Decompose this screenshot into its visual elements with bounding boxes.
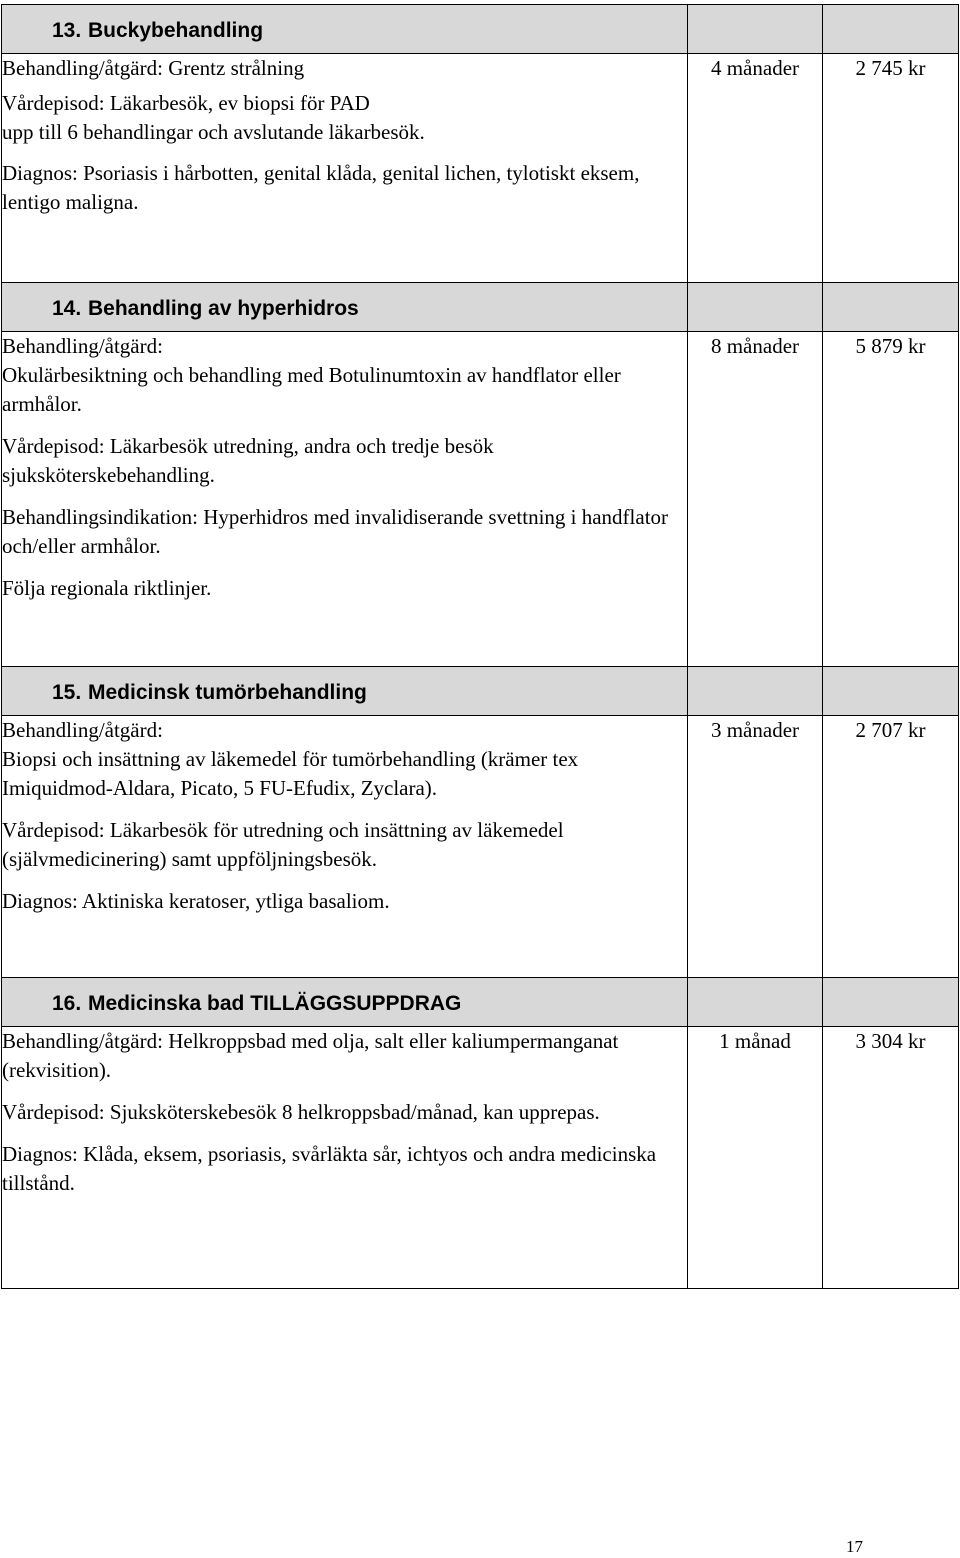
description-line-part: Vårdepisod: Läkarbesök, ev biopsi för PAD upp till 6 behandlingar och avslutande läkarbesök. (2, 91, 425, 144)
section-number: 14. (52, 297, 82, 320)
section-header-spacer (823, 5, 959, 54)
description-line-part: Behandling/åtgärd: Biopsi och insättning av läkemedel för tumörbehandling (krämer tex Imiquidmod-Aldara, Picato, 5 FU-Efudix, Zyclara). (2, 718, 579, 800)
price-cell: 2 707 kr (823, 716, 959, 978)
section-title-cell (2, 5, 688, 54)
section-title-cell (2, 283, 688, 332)
description-line (2, 89, 687, 147)
section-header-spacer (688, 667, 823, 716)
price-cell: 3 304 kr (823, 1027, 959, 1289)
section-number: 13. (52, 19, 82, 42)
price-cell: 5 879 kr (823, 332, 959, 667)
section-description (2, 54, 688, 283)
duration-cell: 4 månader (688, 54, 823, 283)
section-body-row (2, 54, 959, 283)
description-line: Vårdepisod: Sjuksköterskebesök 8 helkroppsbad/månad, kan upprepas. (2, 1100, 600, 1124)
treatment-table (1, 4, 959, 1289)
description-line: Behandling/åtgärd: Helkroppsbad med olja, salt eller kaliumpermanganat (rekvisition). (2, 1029, 619, 1082)
section-body-row (2, 1027, 959, 1289)
description-line: Följa regionala riktlinjer. (2, 576, 212, 600)
section-header-spacer (688, 978, 823, 1027)
section-title-cell (2, 978, 688, 1027)
section-header-row (2, 978, 959, 1027)
section-description (2, 716, 688, 978)
section-body-row (2, 332, 959, 667)
section-header-spacer (688, 5, 823, 54)
section-title-text: Behandling av hyperhidros (88, 297, 359, 320)
section-header-spacer (823, 283, 959, 332)
section-number: 15. (52, 681, 82, 704)
description-line: Behandlingsindikation: Hyperhidros med invalidiserande svettning i handflator och/eller armhålor. (2, 505, 669, 558)
section-title (2, 283, 687, 321)
section-header-spacer (823, 667, 959, 716)
section-description (2, 1027, 688, 1289)
duration-cell: 8 månader (688, 332, 823, 667)
description-line: Vårdepisod: Läkarbesök för utredning och insättning av läkemedel (självmedicinering) samt uppföljningsbesök. (2, 818, 564, 871)
duration-cell: 3 månader (688, 716, 823, 978)
price-cell: 2 745 kr (823, 54, 959, 283)
page-number: 17 (846, 1537, 863, 1556)
description-line: Behandling/åtgärd: Grentz strålning (2, 56, 305, 80)
section-title (2, 978, 687, 1016)
description-line-part: Behandling/åtgärd: Okulärbesiktning och behandling med Botulinumtoxin av handflator eller armhålor. (2, 334, 621, 416)
description-line: Diagnos: Aktiniska keratoser, ytliga basaliom. (2, 889, 390, 913)
section-title-text: Buckybehandling (88, 19, 264, 42)
section-header-row (2, 5, 959, 54)
description-line (2, 332, 687, 419)
section-number: 16. (52, 992, 82, 1015)
section-header-row (2, 667, 959, 716)
section-body-row (2, 716, 959, 978)
section-title-text: Medicinsk tumörbehandling (88, 681, 367, 704)
section-header-spacer (823, 978, 959, 1027)
description-line: Diagnos: Psoriasis i hårbotten, genital klåda, genital lichen, tylotiskt eksem, lentigo maligna. (2, 161, 640, 214)
section-title (2, 5, 687, 43)
section-description (2, 332, 688, 667)
section-header-spacer (688, 283, 823, 332)
section-header-row (2, 283, 959, 332)
section-title (2, 667, 687, 705)
section-title-cell (2, 667, 688, 716)
description-line: Diagnos: Klåda, eksem, psoriasis, svårläkta sår, ichtyos och andra medicinska tillstånd. (2, 1142, 657, 1195)
description-line (2, 716, 687, 803)
duration-cell: 1 månad (688, 1027, 823, 1289)
section-title-text: Medicinska bad TILLÄGGSUPPDRAG (88, 992, 462, 1015)
description-line: Vårdepisod: Läkarbesök utredning, andra och tredje besök sjuksköterskebehandling. (2, 434, 494, 487)
